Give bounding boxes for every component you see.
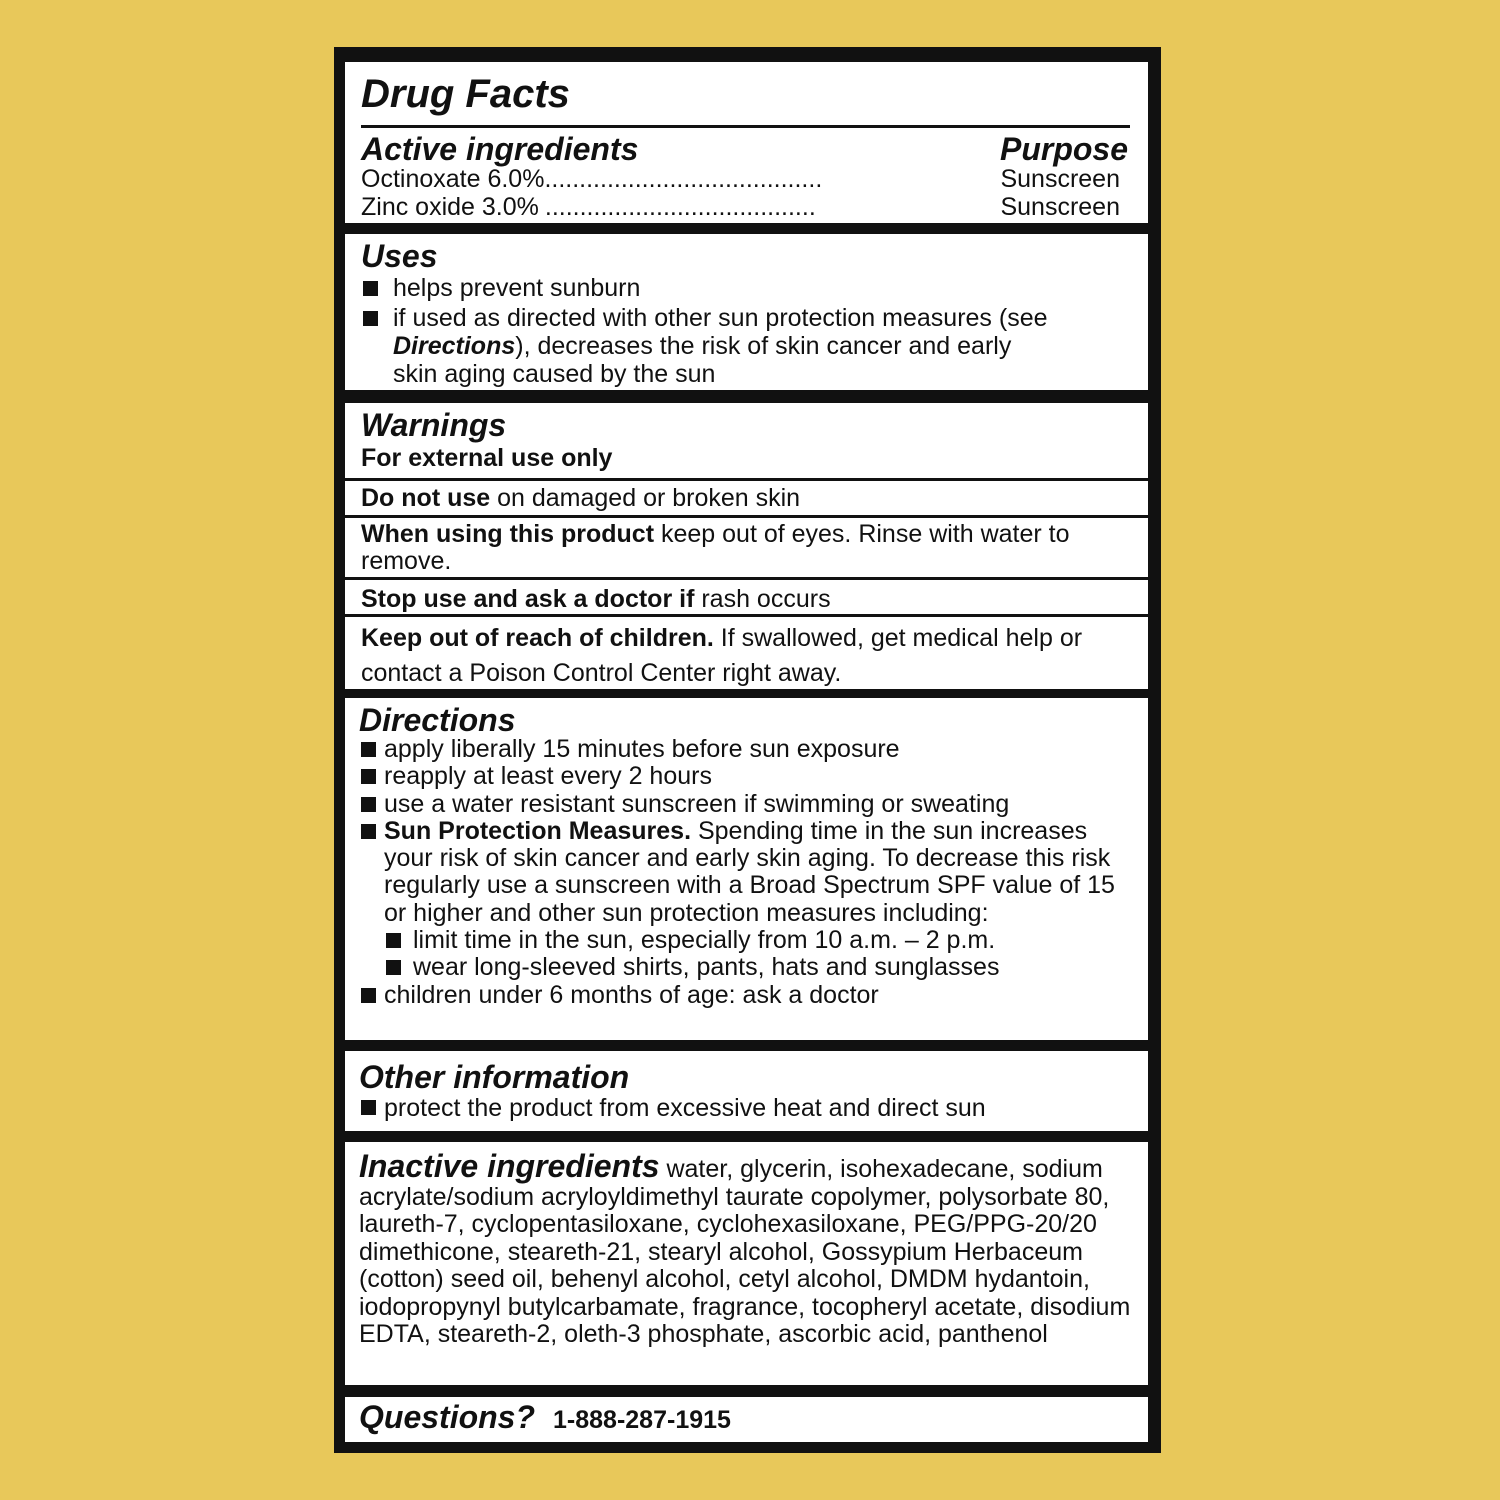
other-information-section (345, 1051, 1148, 1131)
directions-section (345, 698, 1148, 1040)
bullet-square (361, 824, 376, 839)
inactive-ingredients-section (345, 1142, 1148, 1385)
list-item: if used as directed with other sun protection measures (see Directions), decreases the risk of skin cancer and early skin aging caused by the sun (361, 304, 1148, 388)
uses-heading: Uses (361, 238, 438, 274)
when-using-warning: When using this product keep out of eyes. Rinse with water to remove. (361, 520, 1070, 575)
leader-dots: ....................................... (544, 193, 816, 221)
title-rule (361, 125, 1130, 128)
ingredient-name: Octinoxate 6.0% (361, 165, 545, 193)
bullet-square (361, 1100, 376, 1115)
bullet-square (361, 769, 376, 784)
list-item: Sun Protection Measures. Spending time in the sun increases your risk of skin cancer and early skin aging. To decrease this risk regularly use a sunscreen with a Broad Spectrum SPF value of 15 or higher and other sun protection measures including: limit time in the sun, especially from 10 a.m. – 2 p.m. wear long-sleeved shirts, pants, hats and sunglasses (359, 818, 1148, 982)
bullet-square (361, 742, 376, 757)
sun-protection-measures-label: Sun Protection Measures. (384, 816, 692, 845)
bullet-square (386, 960, 401, 975)
divider (345, 478, 1148, 481)
phone-number: 1-888-287-1915 (553, 1406, 731, 1434)
sub-list-item: limit time in the sun, especially from 10 a.m. – 2 p.m. (384, 927, 1124, 954)
bullet-square (386, 933, 401, 948)
bullet-square (361, 797, 376, 812)
active-ingredients-heading: Active ingredients (361, 131, 639, 167)
drug-facts-title: Drug Facts (361, 72, 570, 116)
divider (345, 614, 1148, 617)
list-item: reapply at least every 2 hours (359, 763, 1148, 790)
warnings-heading: Warnings (361, 407, 507, 443)
active-ingredient-row (361, 193, 1120, 221)
bullet-square (363, 281, 378, 296)
drug-facts-label (334, 47, 1161, 1453)
inactive-ingredients-heading: Inactive ingredients (359, 1148, 660, 1184)
bullet-square (363, 311, 378, 326)
stop-use-warning: Stop use and ask a doctor if rash occurs (361, 585, 831, 613)
inactive-ingredients-list: water, glycerin, isohexadecane, sodium acrylate/sodium acryloyldimethyl taurate copolymer, polysorbate 80, laureth-7, cyclopentasiloxane, cyclohexasiloxane, PEG/PPG-20/20 dimethicone, steareth-21, stearyl alcohol, Gossypium Herbaceum (cotton) seed oil, behenyl alcohol, cetyl alcohol, DMDM hydantoin, iodopropynyl butylcarbamate, fragrance, tocopheryl acetate, disodium EDTA, steareth-2, oleth-3 phosphate, ascorbic acid, panthenol (359, 1155, 1131, 1348)
warnings-section (345, 403, 1148, 689)
list-item: children under 6 months of age: ask a doctor (359, 982, 1148, 1009)
directions-heading: Directions (359, 702, 516, 738)
bullet-square (361, 988, 376, 1003)
list-item: apply liberally 15 minutes before sun exposure (359, 736, 1148, 763)
keep-out-of-reach-warning: Keep out of reach of children. If swallowed, get medical help or contact a Poison Control Center right away. (361, 624, 1083, 687)
divider (345, 577, 1148, 580)
leader-dots: ........................................ (544, 165, 823, 193)
do-not-use-warning: Do not use on damaged or broken skin (361, 484, 801, 512)
active-ingredient-row (361, 165, 1120, 193)
ingredient-purpose: Sunscreen (1000, 165, 1120, 193)
list-item: use a water resistant sunscreen if swimming or sweating (359, 791, 1148, 818)
uses-section (345, 234, 1148, 390)
sub-list-item: wear long-sleeved shirts, pants, hats and sunglasses (384, 954, 1124, 981)
ingredient-purpose: Sunscreen (1000, 193, 1120, 221)
ingredient-name: Zinc oxide 3.0% (361, 193, 539, 221)
external-use-warning: For external use only (361, 444, 613, 472)
other-information-heading: Other information (359, 1059, 630, 1095)
active-ingredients-section (345, 62, 1148, 223)
questions-section (345, 1397, 1148, 1442)
list-item: protect the product from excessive heat and direct sun (359, 1094, 1148, 1122)
list-item: helps prevent sunburn (361, 274, 1148, 302)
questions-heading: Questions? (359, 1399, 536, 1435)
divider (345, 515, 1148, 518)
purpose-heading: Purpose (999, 131, 1128, 167)
directions-reference: Directions (393, 332, 516, 360)
